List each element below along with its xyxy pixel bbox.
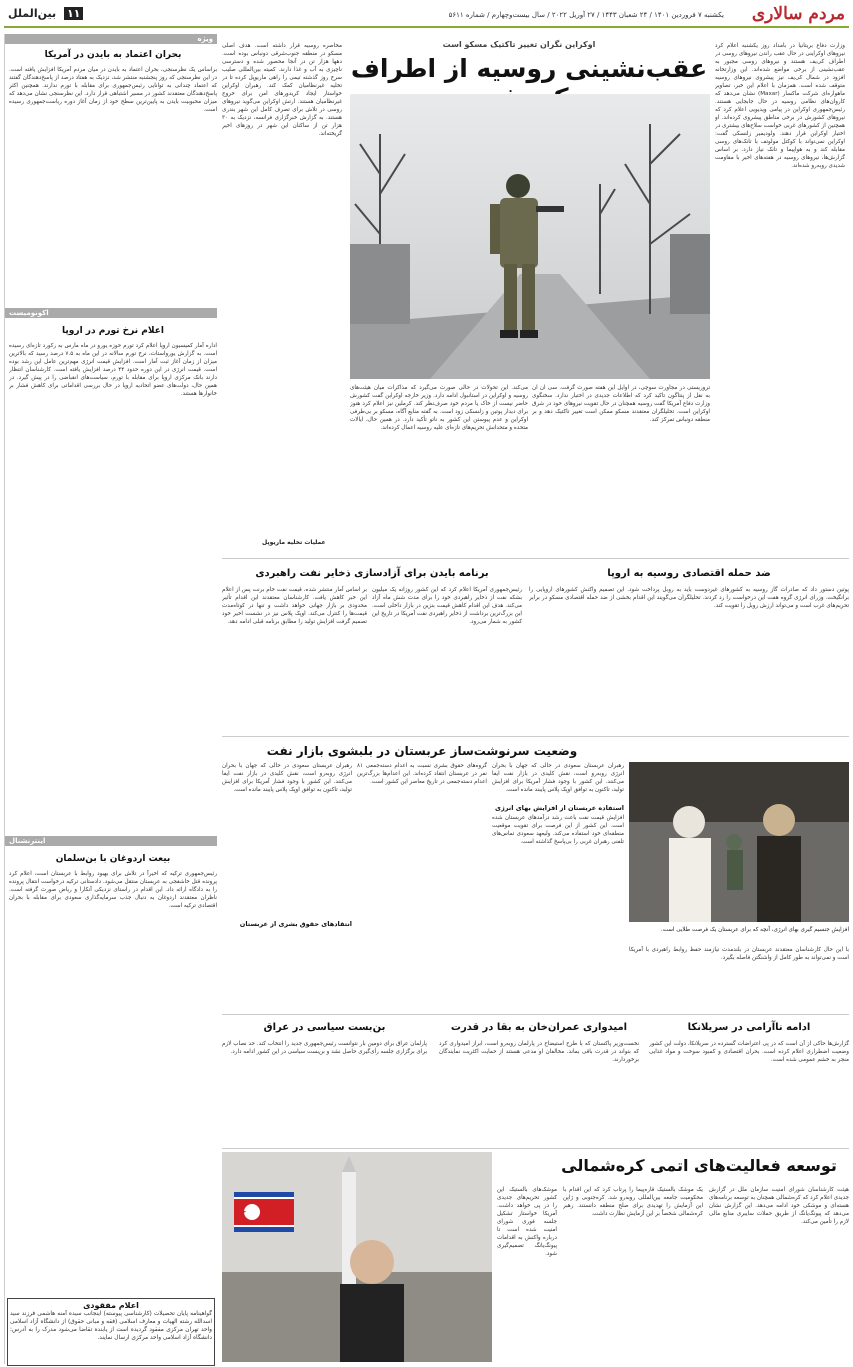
notice-title: اعلام مفقودی bbox=[83, 1301, 139, 1310]
article-body: رهبران عربستان سعودی در حالی که جهان با بحران انرژی روبه‌رو است، نقش کلیدی در بازار نفت ایفا می‌کنند. این کشور با وجود فشار آمریکا برای افزایش تولید، تاکنون به توافق اوپک پلاس پایبند مانده است. bbox=[222, 763, 352, 793]
article-title: بن‌بست سیاسی در عراق bbox=[263, 1022, 386, 1033]
article-body: گروه‌های حقوق بشری نسبت به اعدام دسته‌جمعی ۸۱ نفر در عربستان انتقاد کرده‌اند. این اعدام‌ها بزرگ‌ترین اعدام دسته‌جمعی در تاریخ معاصر این کشور است. bbox=[357, 763, 487, 785]
article-title: بحران اعتماد به بایدن در آمریکا bbox=[44, 50, 182, 60]
article-body: یک موشک بالستیک قاره‌پیما را پرتاب کرد که این اقدام با محکومیت جامعه بین‌المللی روبه‌رو شد. کره‌جنوبی و ژاپن این آزمایش را تهدیدی برای صلح منطقه دانستند. رهبر کره‌شمالی شخصاً بر این آزمایش نظارت داشت. bbox=[563, 1187, 703, 1217]
divider bbox=[222, 1014, 849, 1015]
tag-international: اینترنشنال bbox=[5, 836, 217, 846]
article-title: وضعیت سرنوشت‌ساز عربستان در بلبشوی بازار نفت bbox=[266, 744, 578, 758]
soldier-street-image bbox=[350, 94, 710, 379]
article-subhead: انتقادهای حقوق بشری از عربستان bbox=[239, 920, 352, 928]
newspaper-logo: مردم سالاری bbox=[751, 4, 845, 24]
leaders-meeting-image bbox=[629, 762, 849, 922]
lead-kicker: اوکراین نگران تغییر تاکتیک مسکو است bbox=[442, 40, 596, 49]
section-name: بین‌الملل bbox=[8, 7, 57, 20]
dateline: یکشنبه ۷ فروردین ۱۴۰۱ / ۲۴ شعبان ۱۴۴۳ / ۲۷ آوریل ۲۰۲۲ / سال بیست‌وچهارم / شماره ۵۶۱۱ bbox=[448, 11, 724, 19]
article-body: اداره آمار کمیسیون اروپا اعلام کرد تورم حوزه یورو در ماه مارس به رکورد تازه‌ای رسیده است. به گزارش یورواستات، نرخ تورم سالانه در این ماه به ۷.۵ درصد رسید که بالاترین میزان از زمان آغاز ثبت آمار است. افزایش قیمت انرژی مهم‌ترین عامل این رشد بوده است. قیمت انرژی در این دوره حدود ۴۴ درصد افزایش یافته است. کارشناسان انتظار دارند بانک مرکزی اروپا برای مقابله با تورم، سیاست‌های انقباضی را در پیش گیرد. در همین حال، دولت‌های عضو اتحادیه اروپا در حال بررسی اقداماتی برای کاهش فشار بر خانوارها هستند. bbox=[9, 343, 217, 397]
tag-economist: اکونومیست bbox=[5, 308, 217, 318]
kim-missile-image bbox=[222, 1152, 492, 1362]
lead-column: تروریستی در مجاورت سوچی، در اوایل این هفته صورت گرفت. سی ان ان به نقل از پنتاگون تاکید کرد که اطلاعات جدیدی در اختیار ندارد. سخنگوی وزارت دفاع آمریکا گفت روسیه همچنان در حال تقویت نیروهای خود در شرق اوکراین است. تحلیلگران معتقدند مسکو ممکن است تغییر تاکتیک دهد و بر منطقه دونباس تمرکز کند. bbox=[532, 385, 710, 423]
article-body: رئیس‌جمهوری آمریکا اعلام کرد که این کشور روزانه یک میلیون بشکه نفت از ذخایر راهبردی خود را برای مدت شش ماه آزاد می‌کند. هدف این اقدام کاهش قیمت بنزین در بازار داخلی است. این بزرگ‌ترین برداشت از ذخایر راهبردی نفت آمریکا در تاریخ این کشور به شمار می‌رود. bbox=[372, 587, 522, 625]
article-body: افزایش قیمت نفت باعث رشد درآمدهای عربستان شده است. این کشور از این فرصت برای تقویت موقعیت منطقه‌ای خود استفاده می‌کند. ولیعهد سعودی تماس‌های تلفنی رهبران غربی را بی‌پاسخ گذاشته است. bbox=[492, 815, 624, 845]
tag-special: ویژه bbox=[5, 34, 217, 44]
lead-photo bbox=[350, 94, 710, 379]
north-korea-photo bbox=[222, 1152, 492, 1362]
row-four bbox=[222, 1018, 849, 1146]
article-body: نخست‌وزیر پاکستان که با طرح استیضاح در پارلمان روبه‌رو است، ابراز امیدواری کرد که بتواند در قدرت باقی بماند. مخالفان او مدعی هستند از حمایت اکثریت نمایندگان برخوردارند. bbox=[439, 1041, 639, 1063]
article-subhead: استفاده عربستان از افزایش بهای انرژی bbox=[495, 804, 624, 812]
article-body: رهبران عربستان سعودی در حالی که جهان با بحران انرژی روبه‌رو است، نقش کلیدی در بازار نفت ایفا می‌کنند. این کشور با وجود فشار آمریکا برای افزایش تولید، تاکنون به توافق اوپک پلاس پایبند مانده است. bbox=[492, 763, 624, 793]
article-title: ادامه ناآرامی در سریلانکا bbox=[687, 1022, 811, 1033]
article-title: بیعت اردوغان با بن‌سلمان bbox=[55, 854, 171, 864]
section-label bbox=[8, 7, 83, 20]
photo-caption: عملیات تخلیه ماریوپل bbox=[262, 539, 326, 546]
row-two bbox=[222, 562, 849, 734]
lead-story bbox=[222, 34, 849, 554]
svg-text:★: ★ bbox=[237, 1206, 247, 1219]
masthead bbox=[4, 4, 849, 28]
notice-body: گواهینامه پایان تحصیلات (کارشناسی پیوسته) اینجانب سیده آمنه هاشمی فرزند سید اسدالله رشته الهیات و معارف اسلامی (فقه و مبانی حقوق) از دانشگاه آزاد اسلامی واحد تهران مرکزی مفقود گردیده است از یابنده تقاضا می‌شود مدرک را به آدرس: دانشگاه آزاد اسلامی واحد مرکزی ارسال نمایند. bbox=[10, 1311, 212, 1341]
article-body: براساس یک نظرسنجی، بحران اعتماد به بایدن در میان مردم آمریکا افزایش یافته است. در این نظرسنجی که روز پنجشنبه منتشر شد، نزدیک به هفتاد درصد از پاسخ‌دهندگان گفتند که اعتماد چندانی به توانایی رئیس‌جمهوری برای مقابله با تورم ندارند. همچنین اکثر پاسخ‌دهندگان معتقدند کشور در مسیر اشتباهی قرار دارد. این نظرسنجی نشان می‌دهد که میزان محبوبیت بایدن به پایین‌ترین سطح خود از زمان آغاز دوره ریاست‌جمهوری رسیده است. bbox=[9, 67, 217, 113]
article-title: ضد حمله اقتصادی روسیه به اروپا bbox=[607, 568, 771, 579]
lead-column: وزارت دفاع بریتانیا در بامداد روز یکشنبه اعلام کرد نیروهای اوکراینی در حال عقب راندن نیروهای روسی در اطراف کی‌یف هستند و نیروهای روسی مجبور به عقب‌نشینی از برخی مواضع شده‌اند. این وزارتخانه افزود در شمال کی‌یف نیز پیشروی نیروهای روسیه متوقف شده است. همزمان با اعلام این خبر، تصاویر ماهواره‌ای شرکت ماکسار (Maxar) نشان می‌دهد که کاروان‌های نظامی روسیه در حال جابجایی هستند. رئیس‌جمهوری اوکراین در پیامی ویدیویی اعلام کرد که نیروهای کشورش در برخی مناطق پیشروی کرده‌اند. او همچنین از کشورهای غربی خواست سلاح‌های بیشتری در اختیار اوکراین قرار دهند. ولودیمیر زلنسکی گفت: اوکراین نمی‌تواند با کوکتل مولوتف با تانک‌های روسی مقابله کند و به هواپیما و تانک نیاز دارد. بر اساس گزارش‌ها، نیروهای روسیه در هفته‌های اخیر با مقاومت شدیدی روبه‌رو شده‌اند. bbox=[715, 43, 845, 169]
left-column bbox=[4, 34, 217, 1364]
divider bbox=[222, 736, 849, 737]
article-body: رئیس‌جمهوری ترکیه که اخیراً در تلاش برای بهبود روابط با عربستان است، اعلام کرد پرونده قتل خاشقجی به عربستان منتقل می‌شود. دادستانی ترکیه درخواست انتقال پرونده را به دادگاه ارائه داد. این اقدام در راستای نزدیکی آنکارا و ریاض صورت گرفته است. ناظران معتقدند اردوغان به دنبال جذب سرمایه‌گذاری سعودی برای مقابله با بحران اقتصادی ترکیه است. bbox=[9, 871, 217, 909]
divider bbox=[222, 1148, 849, 1149]
lead-column: می‌کند. این تحولات در حالی صورت می‌گیرد که مذاکرات میان هیئت‌های روسیه و اوکراین در استانبول ادامه دارد. وزیر خارجه اوکراین گفت کشورش حاضر نیست از خاک یا مردم خود صرف‌نظر کند. کرملین نیز اعلام کرد هنوز برای دیدار پوتین و زلنسکی زود است. به گفته منابع آگاه، مسکو بر بی‌طرفی اوکراین و عدم پیوستن این کشور به ناتو تأکید دارد. در همین حال، ایالات متحده و متحدانش تحریم‌های تازه‌ای علیه روسیه اعمال کرده‌اند. bbox=[350, 385, 528, 431]
lost-notice bbox=[7, 1298, 215, 1366]
article-body: بر اساس آمار منتشر شده، قیمت نفت خام برنت پس از اعلام این خبر کاهش یافت. کارشناسان معتقدند این اقدام تأثیر محدودی بر بازار جهانی خواهد داشت و تنها در کوتاه‌مدت قیمت‌ها را کنترل می‌کند. اوپک پلاس نیز در نشست اخیر خود تصمیم گرفت افزایش تولید را مطابق برنامه قبلی ادامه دهد. bbox=[222, 587, 367, 625]
lead-headline: عقب‌نشینی روسیه از اطراف bbox=[350, 54, 708, 83]
article-body: هیئت کارشناسان شورای امنیت سازمان ملل در گزارش جدیدی اعلام کرد که کره‌شمالی همچنان به توسعه برنامه‌های هسته‌ای و موشکی خود ادامه می‌دهد. این گزارش نشان می‌دهد که پیونگ‌یانگ از طریق حملات سایبری منابع مالی لازم را تأمین می‌کند. bbox=[709, 1187, 849, 1225]
article-body: پارلمان عراق برای دومین بار نتوانست رئیس‌جمهوری جدید را انتخاب کند. حد نصاب لازم برای برگزاری جلسه رأی‌گیری حاصل نشد و بن‌بست سیاسی در این کشور ادامه دارد. bbox=[222, 1041, 427, 1055]
row-three bbox=[222, 740, 849, 1012]
article-body: گزارش‌ها حاکی از آن است که در پی اعتراضات گسترده در سریلانکا، دولت این کشور وضعیت اضطراری اعلام کرده است. بحران اقتصادی و کمبود سوخت و مواد غذایی منجر به خشم عمومی شده است. bbox=[649, 1041, 849, 1063]
article-title: برنامه بایدن برای آزادسازی ذخایر نفت راهبردی bbox=[255, 568, 489, 579]
article-title: اعلام نرخ تورم در اروپا bbox=[62, 326, 164, 336]
page-number: ۱۱ bbox=[64, 7, 83, 20]
article-title: امیدواری عمران‌خان به بقا در قدرت bbox=[450, 1022, 628, 1033]
row-five bbox=[222, 1152, 849, 1364]
article-body: با این حال کارشناسان معتقدند عربستان در بلندمدت نیازمند حفظ روابط راهبردی با آمریکا است و نمی‌تواند به طور کامل از واشنگتن فاصله بگیرد. bbox=[629, 947, 849, 961]
north-korea-flag-icon bbox=[234, 1192, 294, 1232]
article-body: پوتین دستور داد که صادرات گاز روسیه به کشورهای غیردوست باید به روبل پرداخت شود. این تصمیم واکنش کشورهای اروپایی را برانگیخت. وزرای انرژی گروه هفت این درخواست را رد کردند. تحلیلگران می‌گویند این اقدام بخشی از ضد حمله اقتصادی مسکو در برابر تحریم‌های غرب است و می‌تواند ارزش روبل را تقویت کند. bbox=[529, 587, 849, 609]
photo-caption: افزایش جنسیم گیری بهای انرژی، آنچه که برای عربستان یک فرصت طلایی است. bbox=[660, 927, 849, 933]
divider bbox=[222, 558, 849, 559]
article-body: موشک‌های بالستیک این کشور تحریم‌های جدیدی را در پی خواهد داشت. آمریکا خواستار تشکیل جلسه فوری شورای امنیت شده است تا درباره واکنش به اقدامات پیونگ‌یانگ تصمیم‌گیری شود. bbox=[497, 1187, 557, 1257]
saudi-photo bbox=[629, 762, 849, 922]
article-title: توسعه فعالیت‌های اتمی کره‌شمالی bbox=[561, 1156, 837, 1175]
lead-column: مخاصره روسیه قرار داشته است. هدف اصلی مسکو در منطقه جنوب‌شرقی دونباس بوده است. دهها هزار تن در آنجا محصور شده و دسترسی ناچیزی به آب و غذا دارند. کمیته بین‌المللی صلیب سرخ روز گذشته تیمی را راهی ماریوپل کرده تا در تخلیه غیرنظامیان کمک کند. رهبران اوکراین خواستار ایجاد کریدورهای امن برای خروج غیرنظامیان هستند. ارتش اوکراین می‌گوید نیروهای روسی در تلاش برای تصرف کامل این شهر بندری هستند. به گزارش خبرگزاری فرانسه، نزدیک به ۳۰ هزار تن از ساکنان این شهر در روزهای اخیر گریخته‌اند. bbox=[222, 43, 342, 137]
